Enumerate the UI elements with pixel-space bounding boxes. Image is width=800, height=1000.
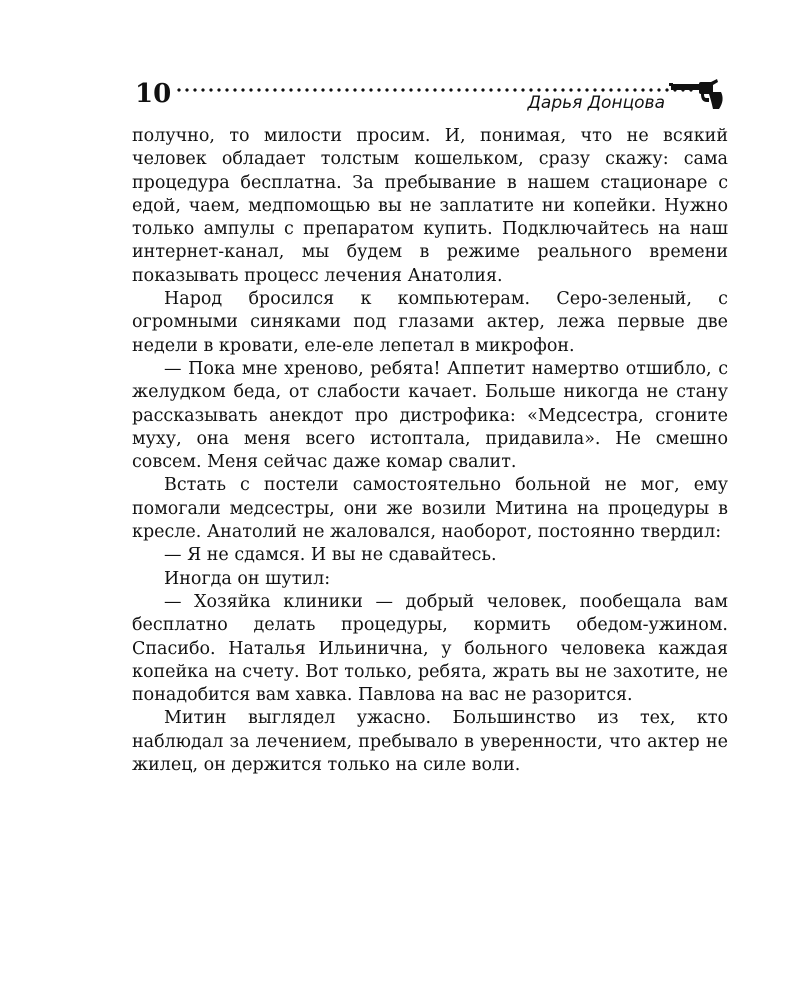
paragraph: — Хозяйка клиники — добрый человек, пообещала вам бесплатно делать процедуры, кормить обедом-ужином. Спасибо. Наталья Ильинична, у больного человека каждая копейка на счету. Вот только, ребята, жрать вы не захотите, не понадобится вам хавка. Павлова на вас не разорится. xyxy=(132,591,728,706)
paragraph: Народ бросился к компьютерам. Серо-зеленый, с огромными синяками под глазами актер, лежа первые две недели в кровати, еле-еле лепетал в микрофон. xyxy=(132,289,728,356)
dotted-leader xyxy=(175,88,695,92)
running-header-author: Дарья Донцова xyxy=(527,93,665,113)
page-number: 10 xyxy=(135,79,172,109)
running-header xyxy=(135,74,725,124)
paragraph: получно, то милости просим. И, понимая, что не всякий человек обладает толстым кошельком, сразу скажу: сама процедура бесплатна. За пребывание в нашем стационаре с едой, чаем, медпомощью вы не заплатите ни копейки. Нужно только ампулы с препаратом купить. Подключайтесь на наш интернет-канал, мы будем в режиме реального времени показывать процесс лечения Анатолия. xyxy=(132,126,728,286)
revolver-icon xyxy=(669,78,725,110)
paragraph: Иногда он шутил: xyxy=(164,568,331,589)
paragraph: Митин выглядел ужасно. Большинство из тех, кто наблюдал за лечением, пребывало в уверенности, что актер не жилец, он держится только на силе воли. xyxy=(132,708,728,776)
body-text xyxy=(132,125,728,777)
paragraph: — Я не сдамся. И вы не сдавайтесь. xyxy=(164,545,497,566)
paragraph: Встать с постели самостоятельно больной не мог, ему помогали медсестры, они же возили Митина на процедуры в кресле. Анатолий не жаловался, наоборот, постоянно твердил: xyxy=(132,475,728,543)
paragraph: — Пока мне хреново, ребята! Аппетит намертво отшибло, с желудком беда, от слабости качает. Больше никогда не стану рассказывать анекдот про дистрофика: «Медсестра, сгоните муху, она меня всего истоптала, придавила». Не смешно совсем. Меня сейчас даже комар свалит. xyxy=(132,358,728,473)
